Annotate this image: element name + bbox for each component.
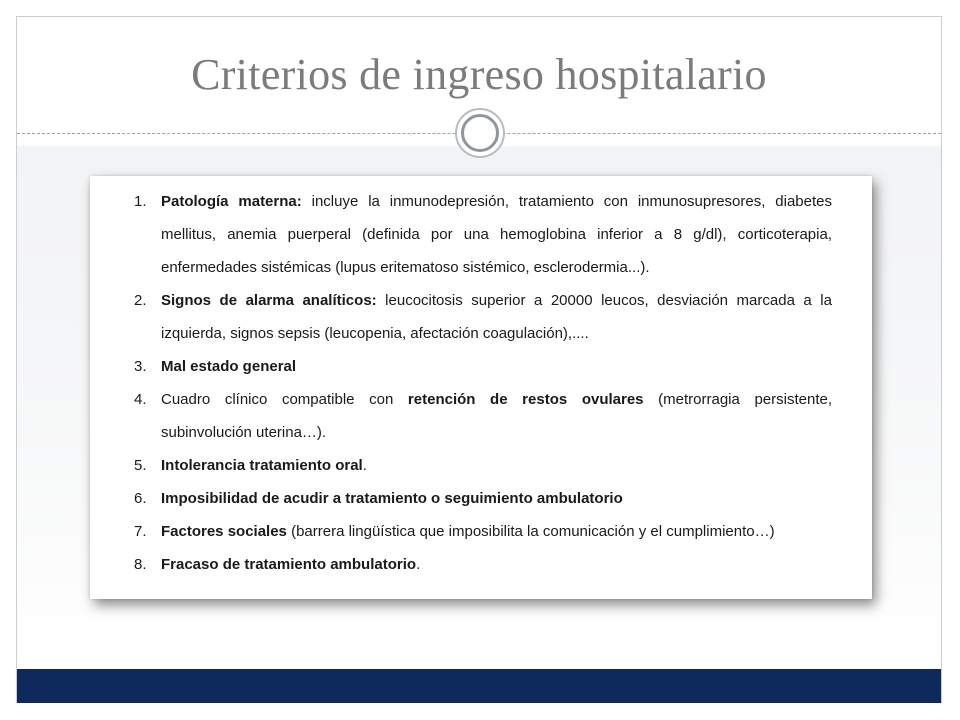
criteria-number: 2.: [134, 292, 147, 309]
criteria-item: [90, 383, 872, 449]
criteria-number: 8.: [134, 556, 147, 573]
criteria-item: [90, 548, 872, 581]
footer-bar: [17, 669, 941, 703]
criteria-heading: Factores sociales: [161, 523, 287, 540]
criteria-item: [90, 185, 872, 284]
criteria-text: .: [362, 457, 367, 474]
criteria-item: [90, 515, 872, 548]
circle-ornament-icon: [455, 108, 505, 158]
criteria-heading: Mal estado general: [161, 358, 297, 375]
criteria-text: Cuadro clínico compatible con: [161, 391, 408, 408]
criteria-item: [90, 449, 872, 482]
criteria-heading: retención de restos ovulares: [407, 391, 644, 408]
criteria-number: 6.: [134, 490, 147, 507]
criteria-item: [90, 482, 872, 515]
criteria-card: [90, 176, 872, 599]
criteria-heading: Intolerancia tratamiento oral: [161, 457, 363, 474]
criteria-number: 7.: [134, 523, 147, 540]
criteria-text: incluye la inmunodepresión, tratamiento con inmunosupresores, diabetes mellitus, anemia puerperal (definida por una hemoglobina inferior a 8 g/dl), corticoterapia, enfermedades sistémicas (lupus eritematoso sistémico, esclerodermia...).: [161, 193, 832, 276]
criteria-text: leucocitosis superior a 20000 leucos, desviación marcada a la izquierda, signos sepsis (leucopenia, afectación coagulación),....: [161, 292, 832, 342]
criteria-number: 5.: [134, 457, 147, 474]
criteria-heading: Signos de alarma analíticos:: [161, 292, 377, 309]
criteria-number: 4.: [134, 391, 147, 408]
criteria-text: .: [416, 556, 421, 573]
criteria-text: (metrorragia persistente, subinvolución uterina…).: [161, 391, 832, 441]
circle-ornament-inner: [461, 114, 499, 152]
criteria-number: 3.: [134, 358, 147, 375]
criteria-item: [90, 284, 872, 350]
slide-title: Criterios de ingreso hospitalario: [191, 50, 767, 99]
criteria-list: [90, 185, 872, 581]
criteria-text: (barrera lingüística que imposibilita la comunicación y el cumplimiento…): [286, 523, 775, 540]
criteria-heading: Fracaso de tratamiento ambulatorio: [161, 556, 417, 573]
criteria-heading: Patología materna:: [161, 193, 302, 210]
criteria-heading: Imposibilidad de acudir a tratamiento o seguimiento ambulatorio: [161, 490, 623, 507]
criteria-item: [90, 350, 872, 383]
criteria-number: 1.: [134, 193, 147, 210]
